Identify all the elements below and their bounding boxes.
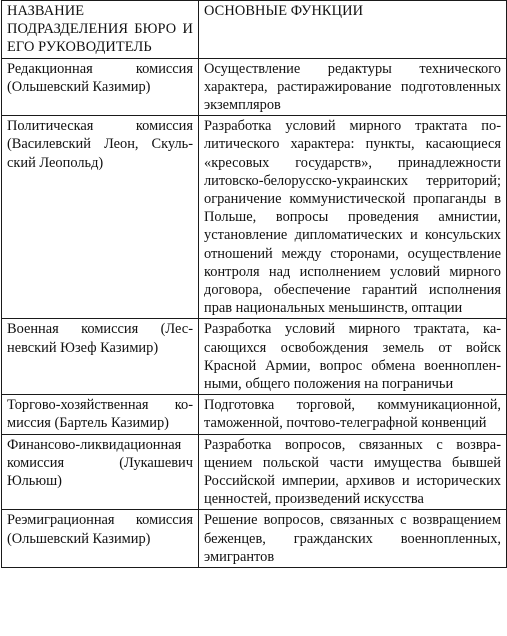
- table-row: [2, 116, 507, 319]
- table-row: [2, 58, 507, 116]
- table-row: [2, 510, 507, 568]
- commission-functions: Разработка вопросов, связанных с возвращением польской части имущества бывшей Российской империи, архивов и исторических ценностей, произведений искусства: [199, 434, 507, 510]
- table-row: [2, 319, 507, 395]
- commission-functions: Подготовка торговой, коммуникационной, таможенной, почтово-телеграфной конвенций: [199, 395, 507, 434]
- document-page: [1, 0, 506, 636]
- commission-name: Реэмиграционная комиссия (Ольшевский Казимир): [2, 510, 199, 568]
- commission-functions: Решение вопросов, связанных с возвращением беженцев, гражданских военнопленных, эмигрантов: [199, 510, 507, 568]
- commission-name: Редакционная комиссия (Ольшевский Казимир): [2, 58, 199, 116]
- commission-name: Политическая комиссия (Василевский Леон, Скульский Леопольд): [2, 116, 199, 319]
- table-row: [2, 434, 507, 510]
- commission-functions: Разработка условий мирного трактата политического характера: пункты, касающиеся «кресовых государств», принадлежности литовско-белорусско-украинских территорий; ограничение коммунистической пропаганды в Польше, вопросы проведения амнистии, установление дипломатических и консульских отношений между сторонами, осуществление контроля над исполнением условий мирного договора, обеспечение гарантий исполнения прав национальных меньшинств, оптации: [199, 116, 507, 319]
- header-functions: ОСНОВНЫЕ ФУНКЦИИ: [199, 1, 507, 59]
- commission-name: Военная комиссия (Лесневский Юзеф Казимир): [2, 319, 199, 395]
- header-name: НАЗВАНИЕ ПОДРАЗДЕЛЕНИЯ БЮРО И ЕГО РУКОВОДИТЕЛЬ: [2, 1, 199, 59]
- commission-functions: Разработка условий мирного трактата, касающихся освобождения земель от войск Красной Армии, вопрос обмена военнопленными, общего положения на пограничьи: [199, 319, 507, 395]
- commissions-table: [1, 0, 507, 568]
- table-header-row: [2, 1, 507, 59]
- commission-name: Финансово-ликвидационная комиссия (Лукашевич Юльюш): [2, 434, 199, 510]
- table-row: [2, 395, 507, 434]
- commission-functions: Осуществление редактуры технического характера, растиражирование подготовленных экземпляров: [199, 58, 507, 116]
- commission-name: Торгово-хозяйственная комиссия (Бартель Казимир): [2, 395, 199, 434]
